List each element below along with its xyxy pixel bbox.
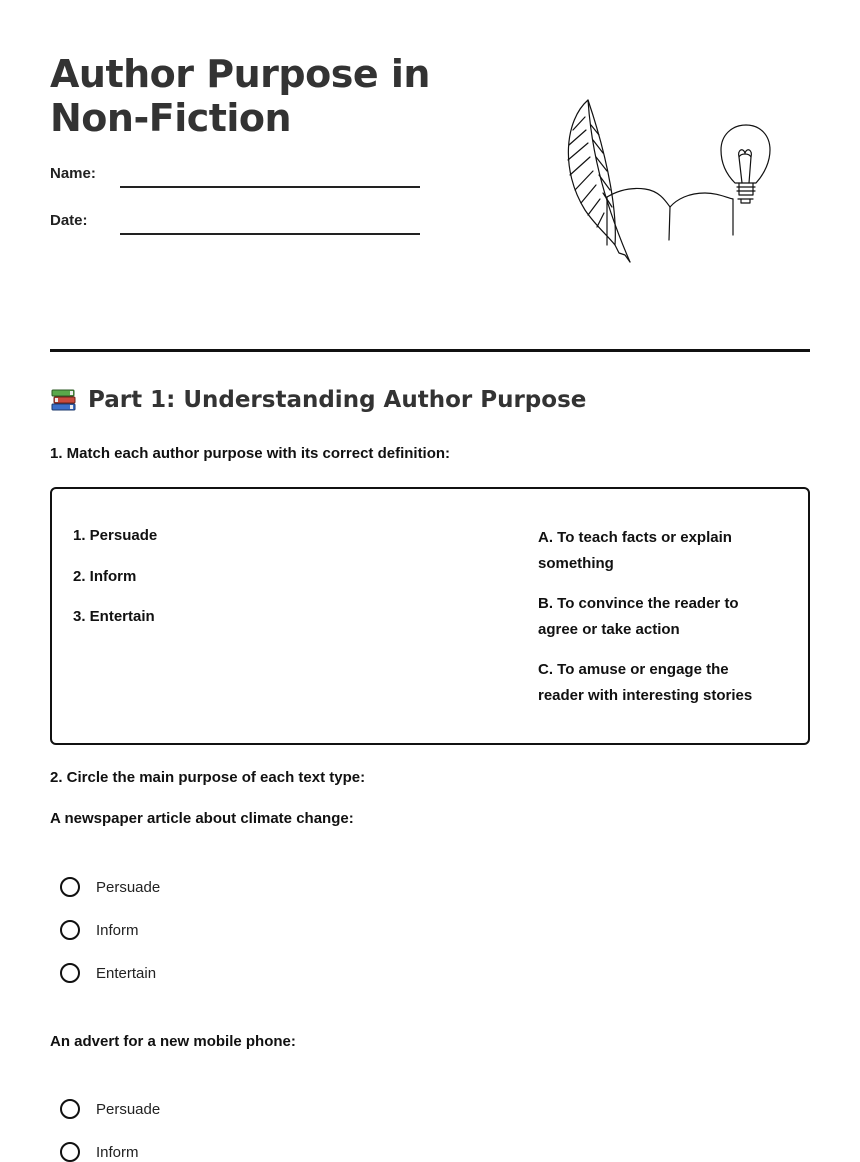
option-label: Persuade [96, 1100, 161, 1118]
option-inform[interactable] [60, 1142, 139, 1162]
option-persuade[interactable] [60, 1099, 160, 1119]
definition-list [538, 525, 778, 723]
radio-circle[interactable] [60, 920, 80, 940]
option-label: Inform [96, 921, 139, 939]
radio-circle[interactable] [60, 877, 80, 897]
name-field[interactable] [120, 186, 420, 188]
option-label: Inform [96, 1143, 139, 1161]
purpose-item: 3. Entertain [73, 608, 155, 625]
text-type-advert: An advert for a new mobile phone: [50, 1033, 296, 1050]
page-title: Author Purpose in Non-Fiction [50, 52, 430, 140]
radio-circle[interactable] [60, 1099, 80, 1119]
date-label: Date: [50, 212, 88, 229]
text-type-newspaper: A newspaper article about climate change: [50, 810, 354, 827]
definition-item: A. To teach facts or explain something [538, 529, 732, 572]
option-entertain[interactable] [60, 963, 156, 983]
books-icon [50, 386, 78, 414]
radio-circle[interactable] [60, 1142, 80, 1162]
section-divider [50, 349, 810, 352]
option-persuade[interactable] [60, 877, 160, 897]
date-field[interactable] [120, 233, 420, 235]
option-label: Persuade [96, 878, 161, 896]
radio-circle[interactable] [60, 963, 80, 983]
definition-item: B. To convince the reader to agree or take action [538, 595, 739, 638]
matching-box [50, 487, 810, 745]
purpose-item: 1. Persuade [73, 527, 158, 544]
option-label: Entertain [96, 964, 157, 982]
quill-book-lightbulb-icon [555, 95, 780, 265]
question-2-prompt: 2. Circle the main purpose of each text type: [50, 769, 366, 786]
section-title [50, 386, 586, 414]
option-inform[interactable] [60, 920, 139, 940]
section-title-text: Part 1: Understanding Author Purpose [88, 387, 587, 413]
purpose-list [73, 527, 157, 649]
name-label: Name: [50, 165, 96, 182]
definition-item: C. To amuse or engage the reader with interesting stories [538, 661, 753, 704]
question-1-prompt: 1. Match each author purpose with its correct definition: [50, 445, 451, 462]
purpose-item: 2. Inform [73, 567, 137, 585]
